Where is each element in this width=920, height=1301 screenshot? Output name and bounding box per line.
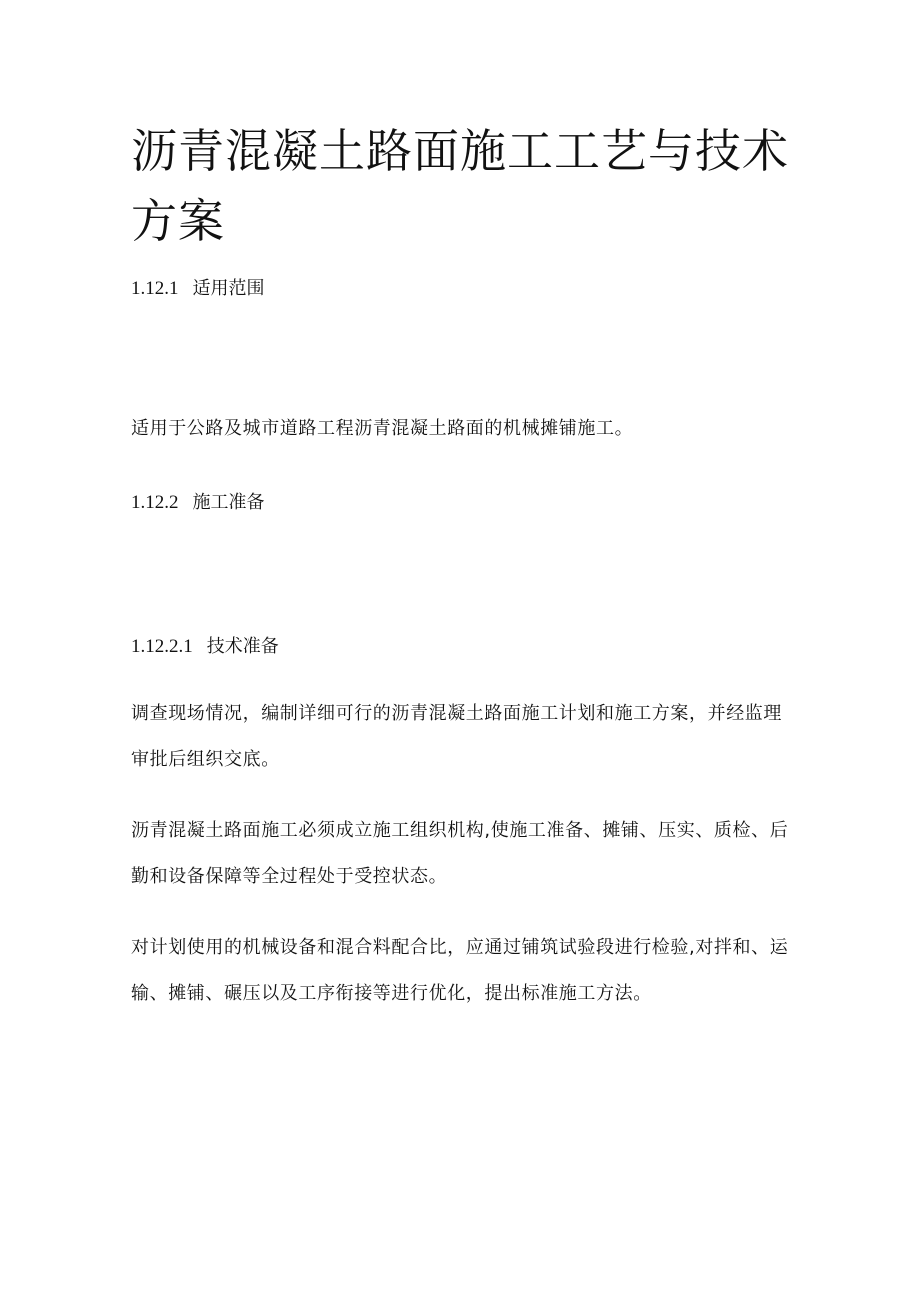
section-title: 适用范围 [192, 278, 265, 299]
section-heading-technical-preparation [131, 634, 279, 660]
section-number: 1.12.2.1 [131, 636, 193, 657]
document-title: 沥青混凝土路面施工工艺与技术方案 [131, 124, 789, 248]
section-title: 施工准备 [192, 492, 265, 513]
paragraph-survey: 调查现场情况，编制详细可行的沥青混凝土路面施工计划和施工方案，并经监理审批后组织交底。 [131, 703, 782, 770]
section-heading-preparation [131, 490, 265, 516]
paragraph-trial-section: 对计划使用的机械设备和混合料配合比，应通过铺筑试验段进行检验,对拌和、运输、摊铺、碾压以及工序衔接等进行优化，提出标准施工方法。 [131, 937, 789, 1004]
section-title: 技术准备 [206, 636, 279, 657]
paragraph-organization: 沥青混凝土路面施工必须成立施工组织机构,使施工准备、摊铺、压实、质检、后勤和设备保障等全过程处于受控状态。 [131, 820, 789, 887]
section-number: 1.12.2 [131, 492, 179, 513]
section-number: 1.12.1 [131, 278, 179, 299]
section-heading-scope [131, 276, 265, 302]
paragraph-scope: 适用于公路及城市道路工程沥青混凝土路面的机械摊铺施工。 [131, 418, 634, 439]
